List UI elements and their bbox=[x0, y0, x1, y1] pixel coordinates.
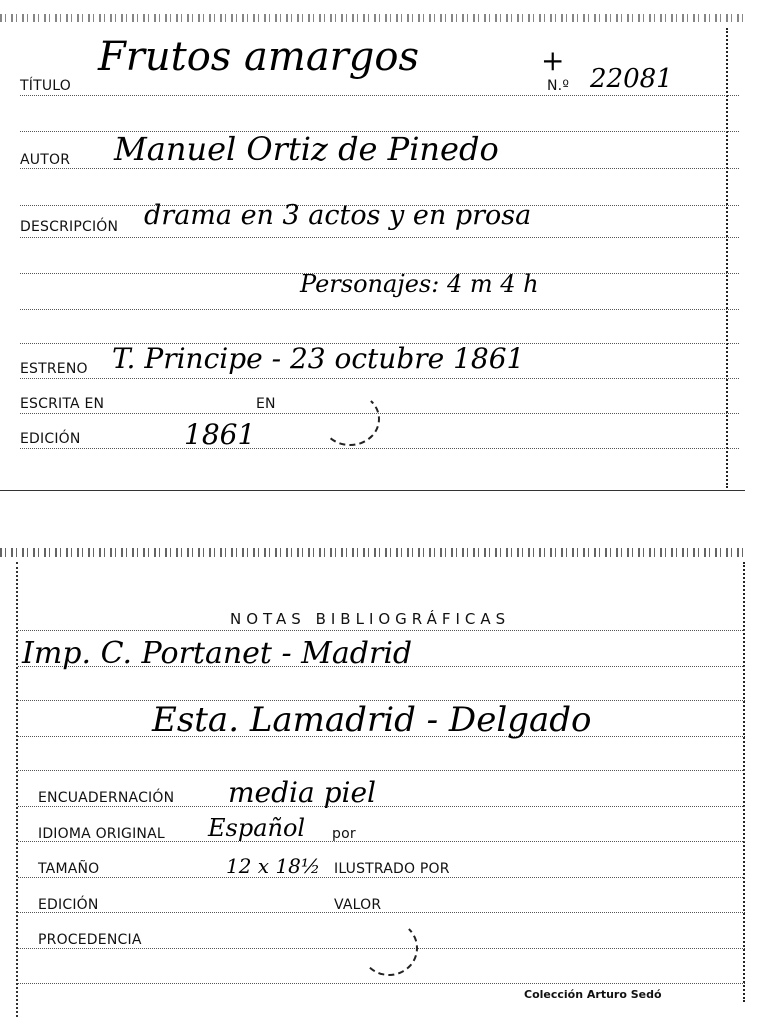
edicion-label: EDICIÓN bbox=[38, 897, 99, 913]
edicion-label: EDICIÓN bbox=[20, 431, 81, 447]
tamano-value: 12 x 18½ bbox=[226, 854, 321, 878]
ruled-line bbox=[18, 912, 745, 913]
collection-footer: Colección Arturo Sedó bbox=[524, 988, 662, 1001]
estreno-label: ESTRENO bbox=[20, 361, 88, 377]
ruled-line bbox=[18, 877, 745, 878]
notas-heading: NOTAS BIBLIOGRÁFICAS bbox=[230, 610, 511, 628]
encuadernacion-label: ENCUADERNACIÓN bbox=[38, 790, 175, 806]
encuadernacion-value: media piel bbox=[228, 776, 376, 809]
catalog-card-back bbox=[0, 540, 759, 1028]
ruled-line bbox=[18, 983, 745, 984]
descripcion-value: drama en 3 actos y en prosa bbox=[144, 200, 532, 231]
personajes-value: Personajes: 4 m 4 h bbox=[300, 270, 539, 298]
idioma-original-label: IDIOMA ORIGINAL bbox=[38, 826, 165, 842]
por-label: por bbox=[332, 826, 356, 842]
ruled-line bbox=[18, 806, 745, 807]
stamp-mark bbox=[360, 920, 418, 976]
titulo-value: Frutos amargos bbox=[98, 34, 419, 80]
numero-value: 22081 bbox=[590, 64, 673, 94]
note-line-2: Esta. Lamadrid - Delgado bbox=[152, 700, 592, 740]
ruled-line bbox=[18, 770, 745, 771]
tamano-label: TAMAÑO bbox=[38, 861, 100, 877]
ruled-line bbox=[20, 237, 739, 238]
ruled-line bbox=[20, 168, 739, 169]
ruled-line bbox=[18, 630, 745, 631]
card-top-edge bbox=[0, 14, 747, 22]
card-top-edge bbox=[0, 548, 747, 557]
catalog-card-front bbox=[0, 0, 759, 495]
ruled-line bbox=[20, 378, 739, 379]
descripcion-label: DESCRIPCIÓN bbox=[20, 219, 119, 235]
estreno-value: T. Principe - 23 octubre 1861 bbox=[112, 342, 525, 375]
escrita-en-label: ESCRITA EN bbox=[20, 396, 105, 412]
stamp-mark bbox=[320, 392, 380, 446]
autor-label: AUTOR bbox=[20, 152, 71, 168]
edicion-value: 1861 bbox=[184, 418, 256, 451]
valor-label: VALOR bbox=[334, 897, 382, 913]
titulo-label: TÍTULO bbox=[20, 78, 71, 94]
procedencia-label: PROCEDENCIA bbox=[38, 932, 142, 948]
ruled-line bbox=[20, 309, 739, 310]
idioma-original-value: Español bbox=[208, 814, 306, 842]
ruled-line bbox=[20, 448, 739, 449]
cross-mark: + bbox=[541, 44, 565, 77]
en-label: EN bbox=[256, 396, 276, 412]
ruled-line bbox=[20, 95, 739, 96]
numero-label: N.º bbox=[547, 78, 570, 94]
card-bottom-edge bbox=[0, 490, 745, 491]
card-right-edge bbox=[743, 562, 745, 1002]
autor-value: Manuel Ortiz de Pinedo bbox=[114, 130, 499, 168]
note-line-1: Imp. C. Portanet - Madrid bbox=[22, 636, 413, 671]
card-right-edge bbox=[726, 28, 728, 488]
ilustrado-por-label: ILUSTRADO POR bbox=[334, 861, 450, 877]
